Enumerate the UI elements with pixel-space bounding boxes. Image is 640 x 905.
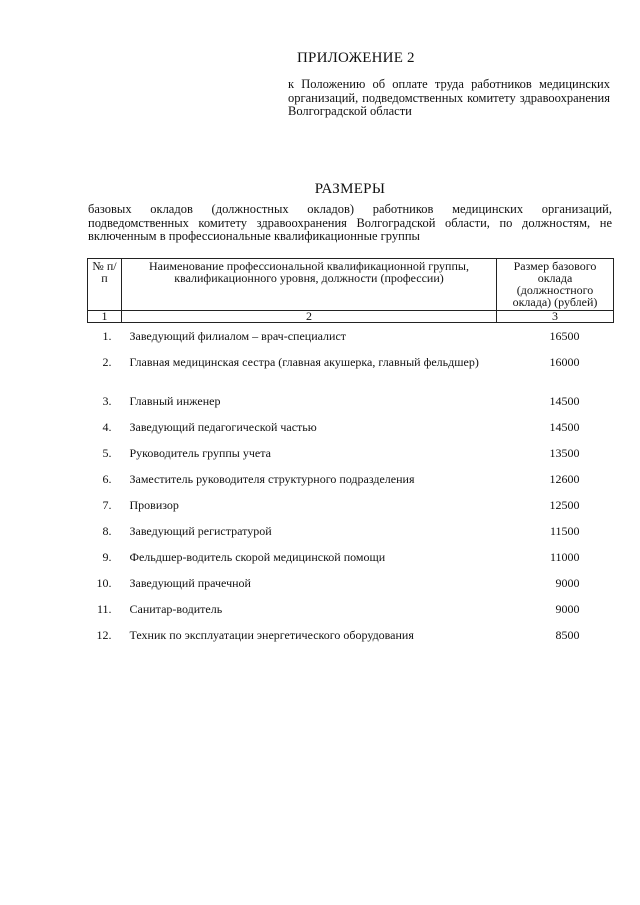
row-number: 6. <box>102 472 112 486</box>
row-position-name: Руководитель группы учета <box>129 446 271 460</box>
row-salary: 9000 <box>555 576 580 590</box>
row-position-name: Санитар-водитель <box>129 602 223 616</box>
row-number: 10. <box>96 576 112 590</box>
table-row <box>88 499 614 525</box>
table-row <box>88 323 614 357</box>
appendix-title: ПРИЛОЖЕНИЕ 2 <box>297 50 415 66</box>
table-header-row <box>88 259 614 311</box>
table-row <box>88 603 614 629</box>
row-number: 5. <box>102 446 112 460</box>
header-number: № п/п <box>88 259 122 311</box>
row-number: 9. <box>102 550 112 564</box>
column-number-row <box>88 311 614 323</box>
row-number: 11. <box>96 602 112 616</box>
table-row <box>88 629 614 655</box>
document-subtitle: базовых окладов (должностных окладов) работников медицинских организаций, подведомственных комитету здравоохранения Волгоградской области, по должностям, не включенным в профессиональные квалификационные группы <box>88 202 612 243</box>
row-salary: 12500 <box>549 498 580 512</box>
table-body <box>88 323 614 656</box>
row-salary: 14500 <box>549 394 580 408</box>
appendix-text: к Положению об оплате труда работников медицинских организаций, подведомственных комитету здравоохранения Волгоградской области <box>288 77 610 118</box>
table-row <box>88 551 614 577</box>
column-number-3: 3 <box>497 311 614 323</box>
row-salary: 12600 <box>549 472 580 486</box>
table-row <box>88 473 614 499</box>
row-position-name: Провизор <box>129 498 179 512</box>
table-row <box>88 421 614 447</box>
row-salary: 8500 <box>555 628 580 642</box>
row-number: 4. <box>102 420 112 434</box>
row-number: 2. <box>102 355 112 369</box>
row-salary: 9000 <box>555 602 580 616</box>
salary-table <box>87 258 614 655</box>
row-position-name: Заведующий регистратурой <box>129 524 272 538</box>
header-salary: Размер базового оклада (должностного оклада) (рублей) <box>497 259 614 311</box>
row-number: 3. <box>102 394 112 408</box>
row-salary: 13500 <box>549 446 580 460</box>
row-position-name: Заведующий филиалом – врач-специалист <box>129 329 347 343</box>
column-number-2: 2 <box>122 311 497 323</box>
row-position-name: Техник по эксплуатации энергетического оборудования <box>129 628 414 642</box>
row-position-name: Заведующий прачечной <box>129 576 251 590</box>
header-name: Наименование профессиональной квалификационной группы, квалификационного уровня, должности (профессии) <box>122 259 497 311</box>
column-number-1: 1 <box>88 311 122 323</box>
row-number: 12. <box>96 628 112 642</box>
table-row <box>88 356 614 395</box>
row-position-name: Фельдшер-водитель скорой медицинской помощи <box>129 550 386 564</box>
table-row <box>88 525 614 551</box>
row-salary: 11500 <box>549 524 580 538</box>
row-salary: 16500 <box>549 329 580 343</box>
row-position-name: Заведующий педагогической частью <box>129 420 317 434</box>
table-row <box>88 447 614 473</box>
row-salary: 14500 <box>549 420 580 434</box>
row-salary: 11000 <box>549 550 580 564</box>
row-salary: 16000 <box>549 355 580 369</box>
table-row <box>88 395 614 421</box>
row-number: 1. <box>102 329 112 343</box>
table-row <box>88 577 614 603</box>
document-title: РАЗМЕРЫ <box>314 181 386 197</box>
row-position-name: Главная медицинская сестра (главная акушерка, главный фельдшер) <box>129 355 479 369</box>
row-number: 8. <box>102 524 112 538</box>
row-position-name: Заместитель руководителя структурного подразделения <box>129 472 415 486</box>
row-number: 7. <box>102 498 112 512</box>
row-position-name: Главный инженер <box>129 394 221 408</box>
